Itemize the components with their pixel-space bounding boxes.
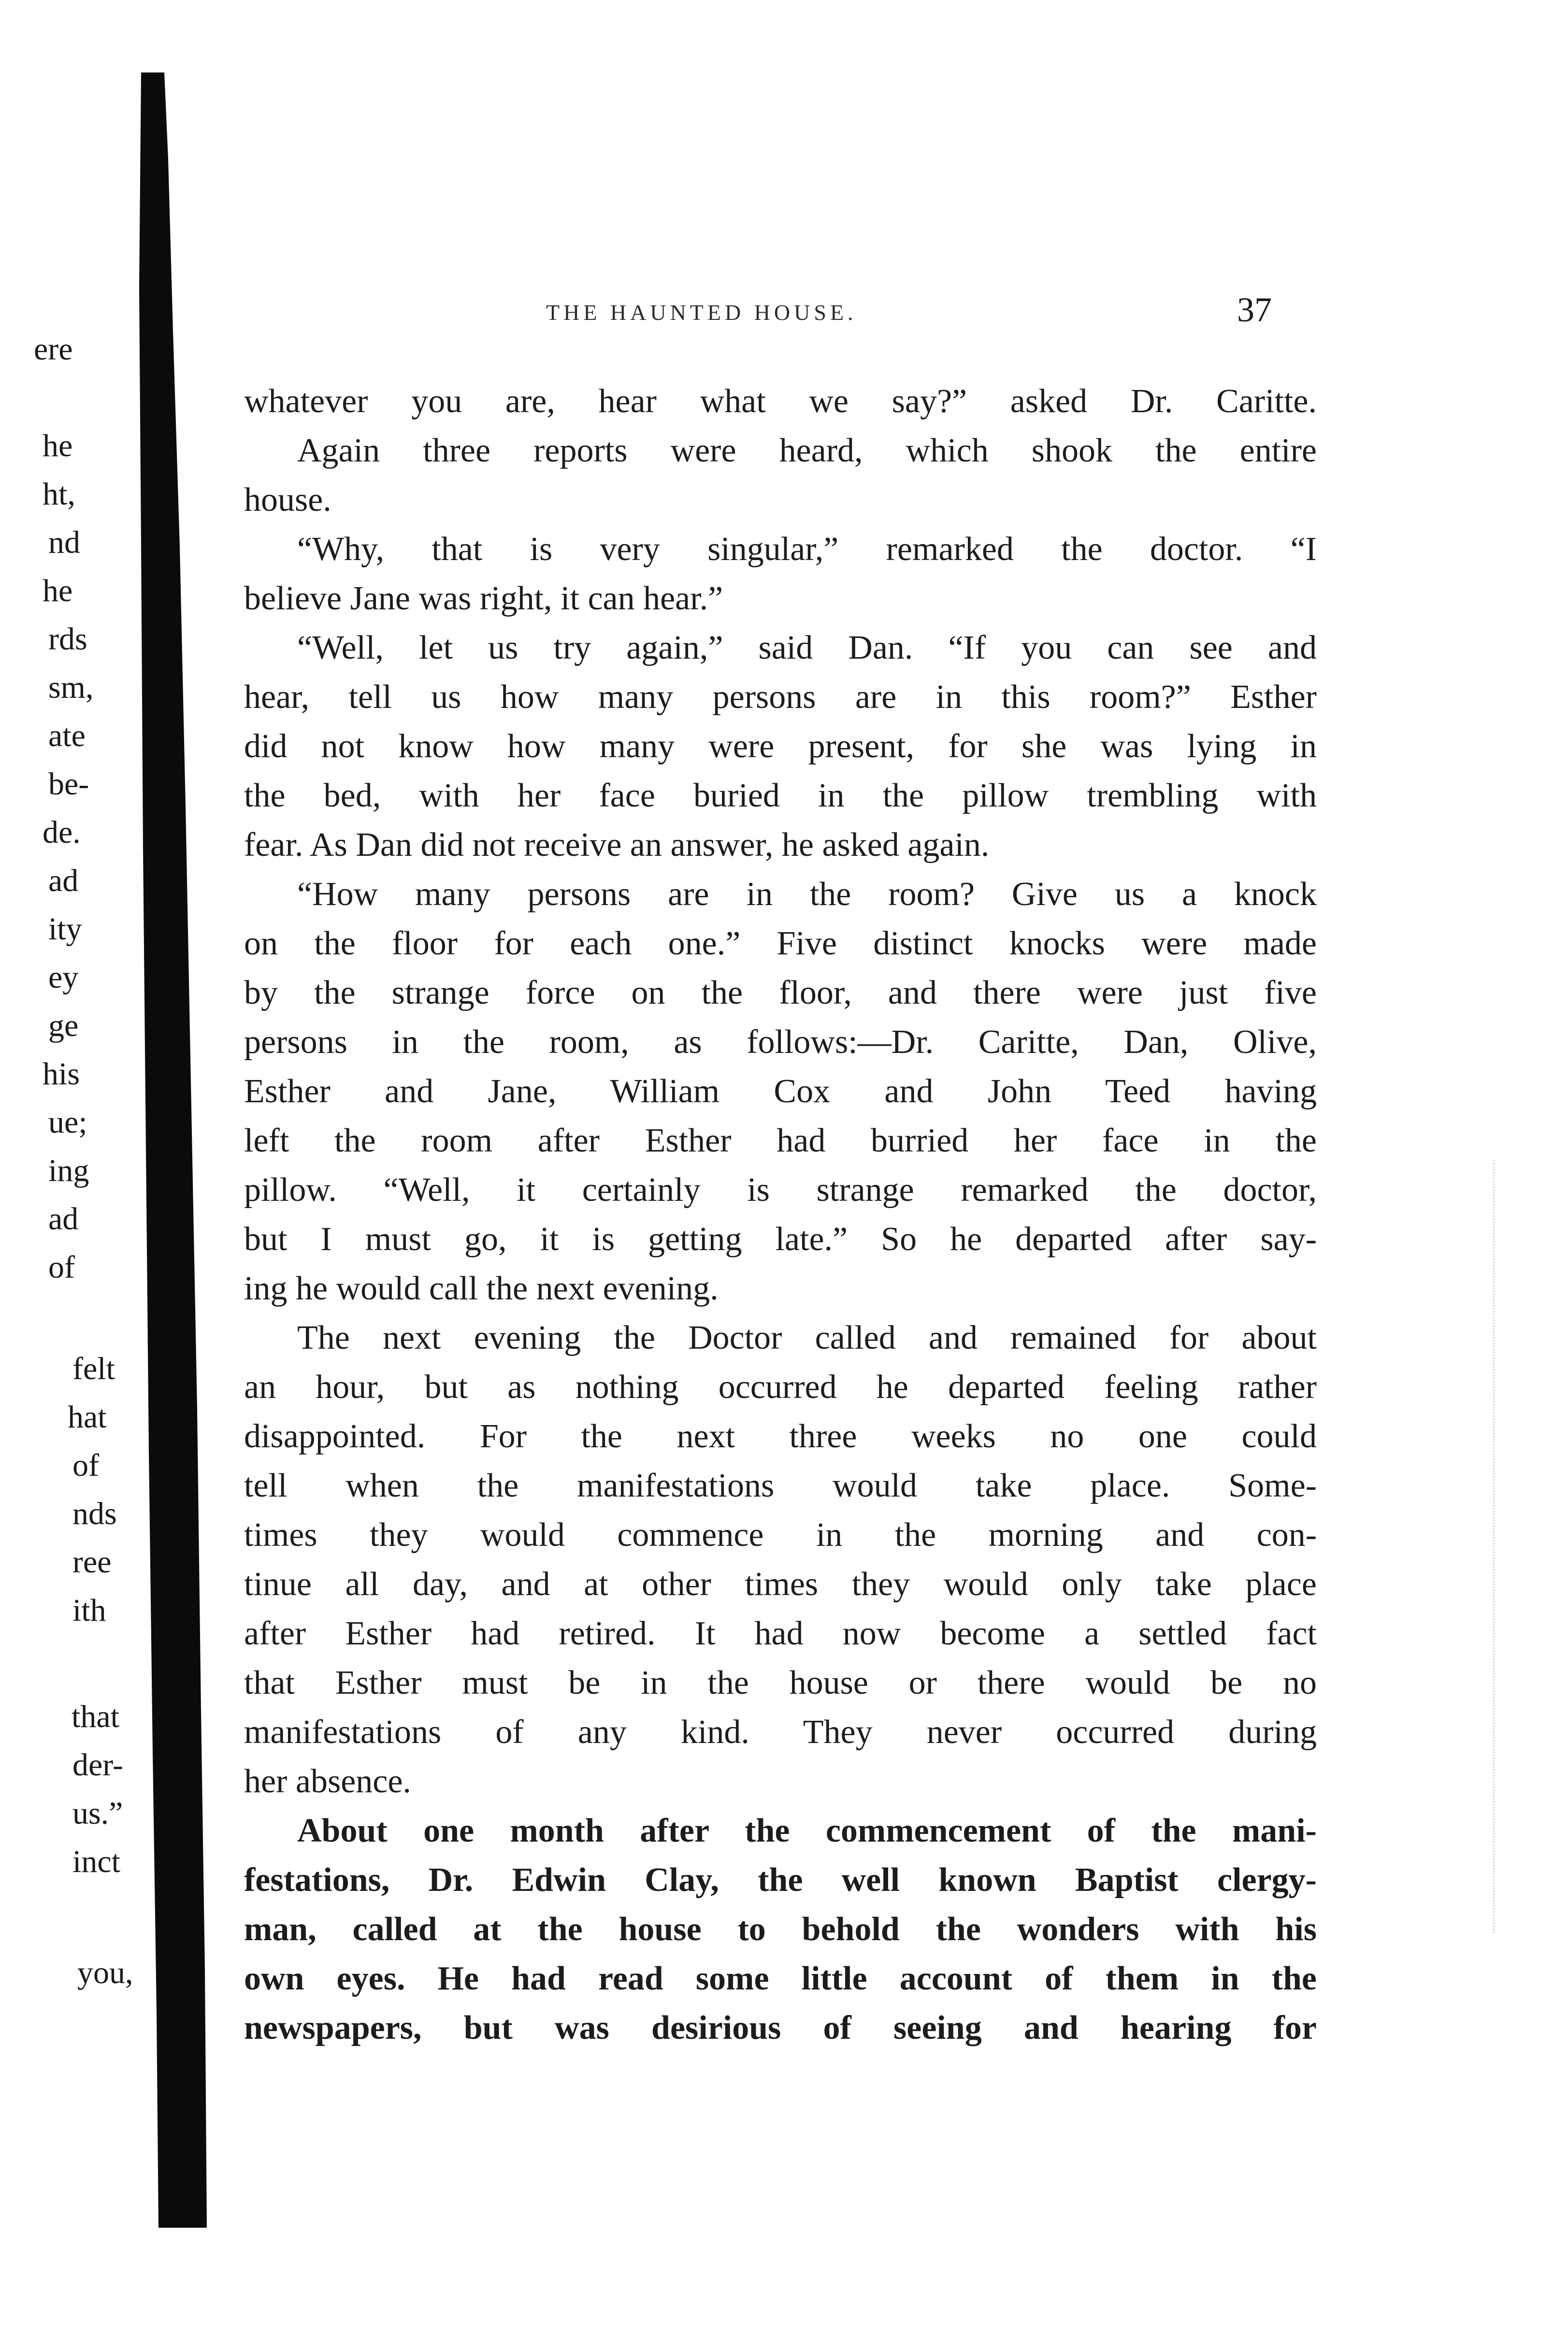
text-line: tell when the manifestations would take place. Some-	[244, 1467, 1317, 1504]
margin-fragment: inct	[72, 1844, 120, 1879]
text-line: times they would commence in the morning and con-	[244, 1516, 1317, 1554]
margin-fragment: us.”	[72, 1796, 123, 1831]
scan-speckle	[1493, 1160, 1504, 1933]
text-line: pillow. “Well, it certainly is strange remarked the doctor,	[244, 1171, 1317, 1209]
margin-fragment: he	[43, 573, 73, 608]
text-line: “Well, let us try again,” said Dan. “If you can see and	[297, 629, 1317, 666]
text-line: ing he would call the next evening.	[244, 1270, 719, 1307]
margin-fragment: nds	[72, 1496, 117, 1531]
text-line: did not know how many were present, for she was lying in	[244, 728, 1317, 765]
margin-fragment: sm,	[48, 670, 94, 705]
margin-fragment: ere	[34, 331, 73, 367]
text-line: Again three reports were heard, which shook the entire	[297, 432, 1317, 469]
margin-fragment: felt	[72, 1351, 115, 1386]
margin-fragment: ge	[48, 1008, 79, 1043]
margin-fragment: ing	[48, 1153, 89, 1188]
margin-fragment: ate	[48, 718, 86, 753]
text-line: hear, tell us how many persons are in this room?” Esther	[244, 678, 1317, 716]
text-line: About one month after the commencement of the mani-	[297, 1812, 1317, 1849]
margin-fragment: ith	[72, 1593, 106, 1628]
margin-fragment: ad	[48, 863, 79, 898]
text-line: on the floor for each one.” Five distinct knocks were made	[244, 925, 1317, 962]
margin-fragment: that	[72, 1699, 119, 1734]
margin-fragment: ey	[48, 960, 79, 995]
text-line: whatever you are, hear what we say?” asked Dr. Caritte.	[244, 383, 1317, 420]
text-line: disappointed. For the next three weeks no one could	[244, 1418, 1317, 1455]
margin-fragment: he	[43, 428, 73, 463]
text-line: “How many persons are in the room? Give us a knock	[297, 876, 1317, 913]
margin-fragment: of	[72, 1448, 99, 1483]
text-line: manifestations of any kind. They never occurred during	[244, 1714, 1317, 1751]
page-number: 37	[1237, 290, 1272, 329]
margin-fragment: rds	[48, 621, 87, 657]
text-line: the bed, with her face buried in the pillow trembling with	[244, 777, 1317, 814]
margin-fragment: ad	[48, 1201, 79, 1237]
margin-fragment: nd	[48, 525, 80, 560]
margin-fragment: you,	[77, 1955, 133, 1990]
text-line: after Esther had retired. It had now become a settled fact	[244, 1615, 1317, 1652]
text-line: but I must go, it is getting late.” So he departed after say-	[244, 1221, 1317, 1258]
text-line: The next evening the Doctor called and remained for about	[297, 1319, 1317, 1356]
body-text	[244, 377, 1317, 2053]
text-line: festations, Dr. Edwin Clay, the well known Baptist clergy-	[244, 1861, 1317, 1899]
text-line: fear. As Dan did not receive an answer, he asked again.	[244, 826, 990, 864]
gutter-speck	[154, 594, 160, 601]
text-line: own eyes. He had read some little account of them in the	[244, 1960, 1317, 1997]
text-line: that Esther must be in the house or there would be no	[244, 1664, 1317, 1701]
margin-fragment: der-	[72, 1747, 123, 1783]
margin-fragment: ue;	[48, 1105, 87, 1140]
text-line: her absence.	[244, 1763, 411, 1800]
running-header: THE HAUNTED HOUSE.	[546, 300, 857, 325]
gutter-speck	[158, 942, 164, 949]
gutter-speck	[161, 1353, 168, 1360]
margin-fragment: his	[43, 1056, 80, 1092]
text-line: by the strange force on the floor, and there were just five	[244, 974, 1317, 1011]
margin-fragment: hat	[68, 1399, 107, 1435]
text-line: house.	[244, 481, 331, 519]
margin-fragment: ity	[48, 911, 82, 947]
margin-fragment: be-	[48, 766, 89, 802]
text-line: newspapers, but was desirious of seeing and hearing for	[244, 2009, 1317, 2046]
text-line: “Why, that is very singular,” remarked the doctor. “I	[297, 531, 1317, 568]
binding-gutter	[129, 72, 226, 2228]
margin-fragment: ht,	[43, 476, 75, 512]
text-line: left the room after Esther had burried her face in the	[244, 1122, 1317, 1159]
margin-fragment: de.	[43, 815, 81, 850]
text-line: tinue all day, and at other times they would only take place	[244, 1566, 1317, 1603]
margin-fragment: ree	[72, 1544, 112, 1580]
text-line: an hour, but as nothing occurred he departed feeling rather	[244, 1369, 1317, 1406]
text-line: believe Jane was right, it can hear.”	[244, 580, 723, 617]
text-line: man, called at the house to behold the wonders with his	[244, 1911, 1317, 1948]
text-line: Esther and Jane, William Cox and John Teed having	[244, 1073, 1317, 1110]
scan-dust	[97, 2242, 1498, 2257]
margin-fragment: of	[48, 1250, 75, 1285]
text-line: persons in the room, as follows:—Dr. Caritte, Dan, Olive,	[244, 1023, 1317, 1061]
